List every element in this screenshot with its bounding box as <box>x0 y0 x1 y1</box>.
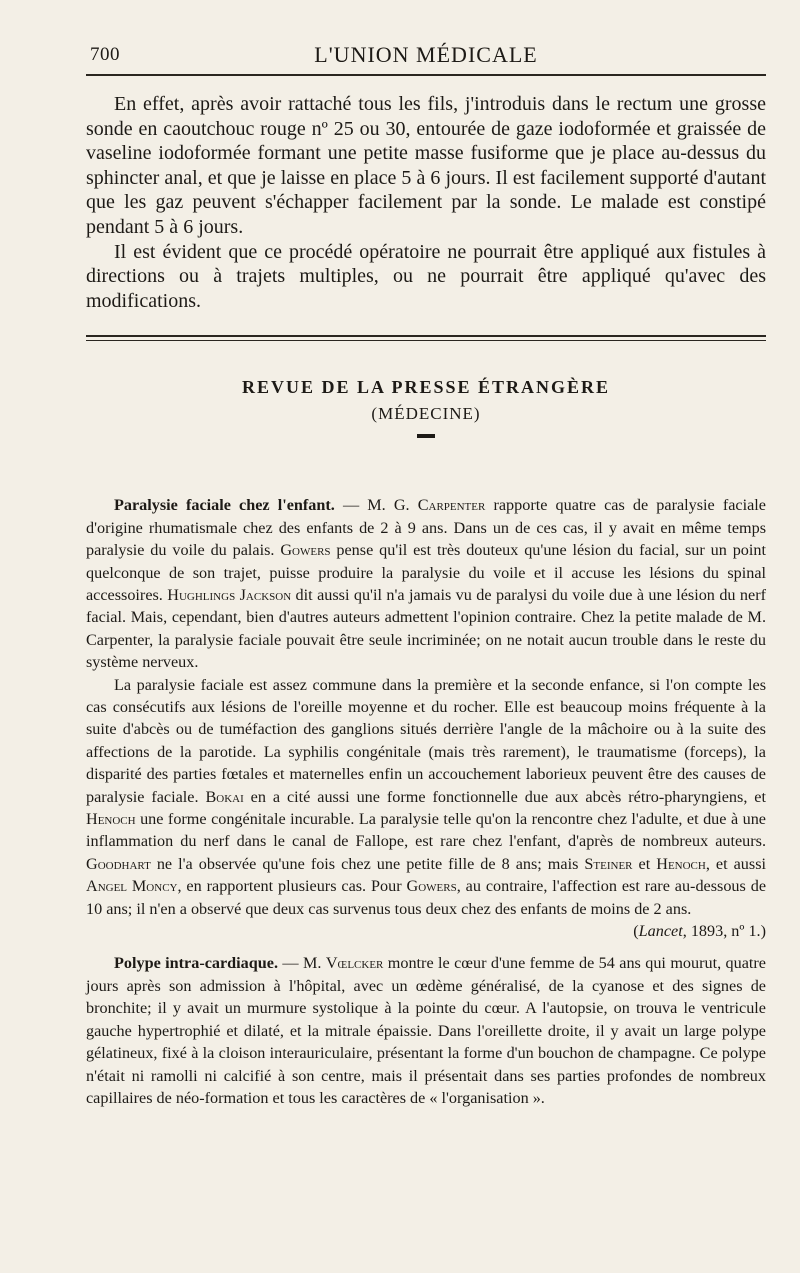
author-name: Goodhart <box>86 854 151 873</box>
page-header <box>86 40 766 70</box>
text-run: ne l'a observée qu'une fois chez une petite fille de 8 ans; mais <box>150 854 585 873</box>
author-name: Gowers <box>280 541 331 560</box>
text-run: et <box>632 854 657 873</box>
intro-text <box>86 92 766 313</box>
text-run: une forme congénitale incurable. La paralysie telle qu'on la rencontre chez l'adulte, et due à une inflammation du nerf dans le canal de Fallope, est rare chez l'enfant, d'après de nombreux auteurs. <box>86 810 766 851</box>
text-run: ( <box>633 922 639 941</box>
author-name: Henoch <box>656 854 706 873</box>
spacer <box>86 942 766 952</box>
text-run: en a cité aussi une forme fonctionnelle due aux abcès rétro-pharyngiens, et <box>243 787 766 806</box>
author-name: Henoch <box>86 810 136 829</box>
section-dash <box>417 434 435 438</box>
text-run: montre le cœur d'une femme de 54 ans qui mourut, quatre jours après son admission à l'hôpital, avec un œdème généralisé, de la cyanose et des signes de bronchite; il y avait un murmure systolique à la pointe du cœur. A l'autopsie, on trouva le ventricule gauche hypertrophié et dilaté, et la mitrale épaissie. Dans l'oreillette droite, il y avait un large polype gélatineux, fixé à la cloison interauriculaire, présentant la forme d'un bouchon de champagne. Ce polype n'était ni ramolli ni calcifié à son centre, mais il présentait dans ses parties profondes de nombreux capillaires de néo-formation et tous les caractères de « l'organisation ». <box>86 954 766 1107</box>
section-subtitle: (MÉDECINE) <box>371 404 481 424</box>
running-title: L'UNION MÉDICALE <box>314 42 538 67</box>
section-rule-bottom <box>86 340 766 341</box>
header-rule <box>86 74 766 76</box>
article1-paragraph-2 <box>86 674 766 920</box>
page-number: 700 <box>90 44 120 65</box>
text-run: , 1893, nº 1.) <box>682 922 766 941</box>
intro-paragraph-2: Il est évident que ce procédé opératoire ne pourrait être appliqué aux fistules à directions ou à trajets multiples, ou ne pourrait être appliqué qu'avec des modifications. <box>86 240 766 312</box>
intro-paragraph-1: En effet, après avoir rattaché tous les fils, j'introduis dans le rectum une grosse sonde en caoutchouc rouge nº 25 ou 30, entourée de gaze iodoformée et graissée de vaseline iodoformée formant une petite masse fusiforme que je place au-dessus du sphincter anal, et que je laisse en place 5 à 6 jours. Il est facilement supporté d'autant que les gaz peuvent s'échapper facilement par la sonde. Le malade est constipé pendant 5 à 6 jours. <box>86 93 766 238</box>
author-name: Hughlings Jackson <box>167 585 292 604</box>
section-title: REVUE DE LA PRESSE ÉTRANGÈRE <box>241 377 611 398</box>
journal-name: Lancet <box>638 922 683 941</box>
articles <box>86 494 766 1109</box>
article2-title: Polype intra-cardiaque. <box>114 954 279 973</box>
text-run: — M. G. <box>334 496 418 515</box>
text-run: — M. <box>278 954 326 973</box>
text-run: , et aussi <box>705 854 766 873</box>
author-name: Carpenter <box>417 496 486 515</box>
text-run: pense qu'il est très douteux qu'une lésion du facial, sur un point quelconque de son trajet, puisse produire la paralysie du voile et il accuse les lésions du spinal accessoires. <box>86 541 766 604</box>
article1-paragraph-1 <box>86 494 766 673</box>
article1-citation <box>86 920 766 942</box>
section-rule-top <box>86 335 766 337</box>
author-name: Steiner <box>584 854 633 873</box>
text-run: , au contraire, l'affection est rare au-dessous de 10 ans; il n'en a observé que deux cas survenus tous deux chez des enfants de moins de 2 ans. <box>86 877 766 918</box>
text-run: rapporte quatre cas de paralysie faciale d'origine rhumatismale chez des enfants de 2 à 9 ans. Dans un de ces cas, il y avait en même temps paralysie du voile du palais. <box>86 496 766 560</box>
author-name: Bokai <box>205 787 244 806</box>
author-name: Angel Moncy <box>86 877 178 896</box>
author-name: Gowers <box>406 877 457 896</box>
text-run: dit aussi qu'il n'a jamais vu de paralysi du voile due à une lésion du nerf facial. Mais, cependant, bien d'autres auteurs admettent l'opinion contraire. Chez la petite malade de M. Carpenter, la paralysie faciale pouvait être seule incriminée; on ne notait aucun trouble dans le reste du système nerveux. <box>86 585 766 672</box>
author-name: Vœlcker <box>325 954 384 973</box>
article1-title: Paralysie faciale chez l'enfant. <box>114 496 335 515</box>
text-run: La paralysie faciale est assez commune dans la première et la seconde enfance, si l'on compte les cas consécutifs aux lésions de l'oreille moyenne et du rocher. Elle est beaucoup moins fréquente à la suite d'abcès ou de tuméfaction des ganglions situés derrière l'angle de la mâchoire ou à la suite des affections de la parotide. La syphilis congénitale (mais très rarement), le traumatisme (forceps), la disparité des parties fœtales et maternelles enfin un accouchement laborieux peuvent être des causes de paralysie faciale. <box>86 675 766 806</box>
text-run: , en rapportent plusieurs cas. Pour <box>177 877 407 896</box>
article2-paragraph <box>86 952 766 1109</box>
page <box>86 40 766 1109</box>
